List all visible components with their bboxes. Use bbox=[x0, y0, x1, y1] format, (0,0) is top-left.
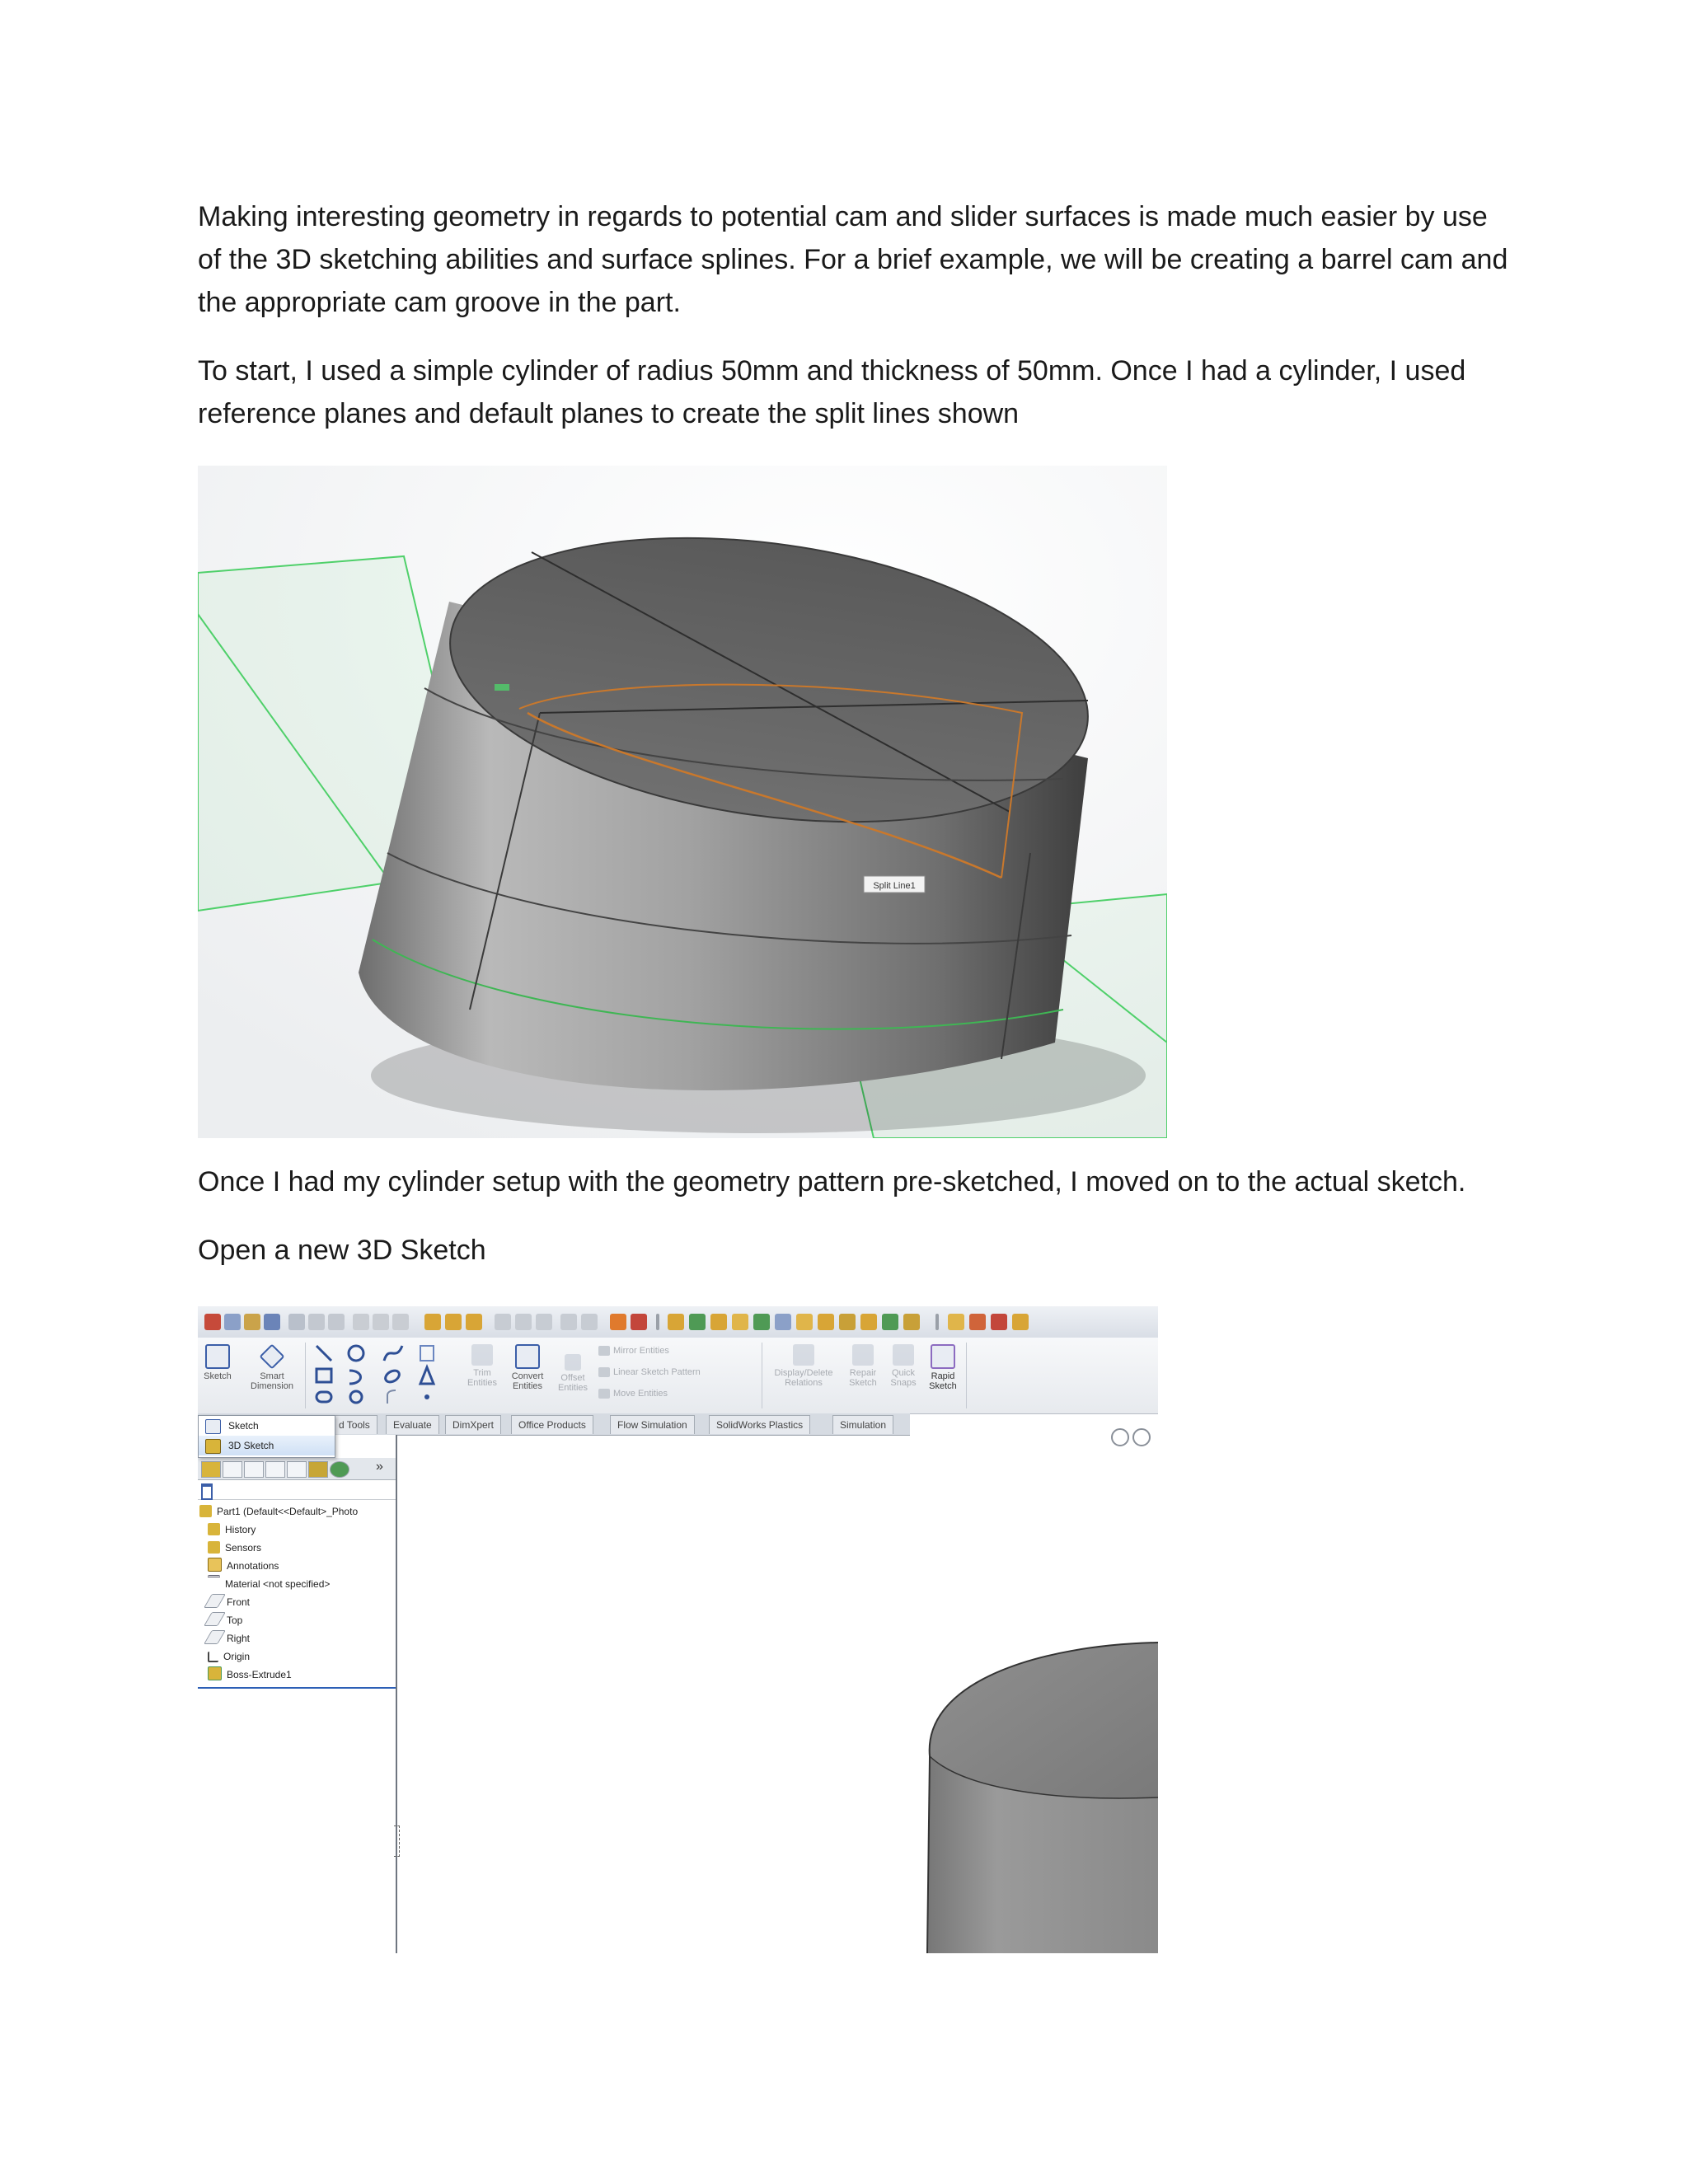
polygon-tool-icon bbox=[350, 1391, 362, 1403]
repair-icon bbox=[852, 1344, 874, 1366]
convert-label-2: Entities bbox=[512, 1381, 543, 1391]
panel-splitter-handle[interactable] bbox=[394, 1825, 400, 1857]
edit-appearance-icon[interactable] bbox=[515, 1314, 532, 1330]
solidworks-screenshot bbox=[198, 1306, 1158, 1953]
quick-snaps-label-1: Quick bbox=[891, 1368, 916, 1378]
trim-label-2: Entities bbox=[467, 1378, 498, 1388]
tree-item-material[interactable]: Material <not specified> bbox=[208, 1575, 330, 1593]
addin-tool-icon-4[interactable] bbox=[1012, 1314, 1029, 1330]
line-tool-icon bbox=[316, 1346, 331, 1361]
origin-icon bbox=[208, 1652, 218, 1662]
appearance-tab-icon[interactable] bbox=[330, 1461, 349, 1478]
tab-evaluate[interactable]: Evaluate bbox=[386, 1415, 439, 1434]
new-document-icon[interactable] bbox=[224, 1314, 241, 1330]
tree-filter-row bbox=[198, 1481, 396, 1500]
sketch-tool-icon-9[interactable] bbox=[839, 1314, 856, 1330]
sketch-paragraph: Once I had my cylinder setup with the geometry pattern pre-sketched, I moved on to the actual sketch. bbox=[198, 1166, 1466, 1197]
apply-scene-icon[interactable] bbox=[536, 1314, 552, 1330]
rapid-sketch-label-2: Sketch bbox=[929, 1381, 957, 1391]
relations-label-1: Display/Delete bbox=[774, 1368, 833, 1378]
right-plane-icon bbox=[204, 1630, 226, 1644]
sketch-tool-icon-8[interactable] bbox=[818, 1314, 834, 1330]
redo-icon[interactable] bbox=[328, 1314, 345, 1330]
filter-icon[interactable] bbox=[201, 1483, 213, 1500]
move-entities-button[interactable] bbox=[598, 1385, 668, 1402]
mirror-label: Mirror Entities bbox=[613, 1346, 669, 1356]
display-manager-tab-icon[interactable] bbox=[287, 1461, 307, 1478]
circle-tool-icon bbox=[349, 1346, 363, 1361]
offset-label-2: Entities bbox=[557, 1383, 588, 1393]
linear-pattern-label: Linear Sketch Pattern bbox=[613, 1367, 701, 1377]
sensors-icon bbox=[208, 1541, 220, 1554]
view-settings-icon[interactable] bbox=[560, 1314, 577, 1330]
addin-tool-icon-3[interactable] bbox=[991, 1314, 1007, 1330]
cylinder-top bbox=[930, 1643, 1158, 1798]
tree-item-annotations[interactable]: Annotations bbox=[208, 1557, 279, 1575]
move-icon bbox=[598, 1389, 610, 1399]
tree-item-boss-extrude[interactable]: Boss-Extrude1 bbox=[208, 1666, 292, 1684]
sketch-tool-icon-5[interactable] bbox=[753, 1314, 770, 1330]
convert-label-1: Convert bbox=[511, 1371, 544, 1381]
dropdown-item-3d-sketch[interactable]: 3D Sketch bbox=[199, 1436, 335, 1455]
sketch-entity-tools[interactable] bbox=[313, 1343, 453, 1408]
offset-label-1: Offset bbox=[560, 1373, 585, 1383]
repair-label-2: Sketch bbox=[849, 1378, 877, 1388]
linear-pattern-button[interactable] bbox=[598, 1364, 701, 1380]
boss-extrude-icon bbox=[208, 1666, 222, 1680]
3d-sketch-menu-icon bbox=[205, 1439, 221, 1454]
sketch-tool-icon-11[interactable] bbox=[882, 1314, 898, 1330]
material-icon bbox=[208, 1575, 220, 1590]
sketch-tool-icon-2[interactable] bbox=[689, 1314, 706, 1330]
tab-weld-tools[interactable]: d Tools bbox=[331, 1415, 377, 1434]
rapid-sketch-icon bbox=[931, 1344, 955, 1369]
ribbon-separator-3 bbox=[966, 1343, 967, 1408]
spline-tool-icon bbox=[384, 1346, 402, 1361]
tab-solidworks-plastics[interactable]: SolidWorks Plastics bbox=[709, 1415, 810, 1434]
open-file-icon[interactable] bbox=[244, 1314, 260, 1330]
front-plane-icon bbox=[204, 1594, 226, 1608]
sketch-tool-icon-12[interactable] bbox=[903, 1314, 920, 1330]
offset-entities-button[interactable] bbox=[552, 1351, 593, 1420]
addin-tab-icon[interactable] bbox=[308, 1461, 328, 1478]
property-manager-tab-icon[interactable] bbox=[223, 1461, 242, 1478]
history-icon bbox=[208, 1523, 220, 1535]
tab-simulation[interactable]: Simulation bbox=[832, 1415, 893, 1434]
relations-icon bbox=[793, 1344, 814, 1366]
move-label: Move Entities bbox=[613, 1389, 668, 1399]
section-view-icon[interactable] bbox=[445, 1314, 462, 1330]
panel-tabs bbox=[198, 1458, 396, 1480]
mirror-icon bbox=[598, 1346, 610, 1356]
arc-tool-icon bbox=[349, 1371, 361, 1384]
save-icon[interactable] bbox=[264, 1314, 280, 1330]
tree-item-right-plane[interactable]: Right bbox=[208, 1629, 250, 1647]
rectangle-tool-icon bbox=[316, 1369, 331, 1382]
ribbon-separator bbox=[305, 1343, 306, 1408]
annotations-icon bbox=[208, 1558, 222, 1572]
rapid-sketch-label-1: Rapid bbox=[931, 1371, 955, 1381]
orange-tool-icon[interactable] bbox=[610, 1314, 626, 1330]
linear-pattern-icon bbox=[598, 1367, 610, 1377]
red-tool-icon[interactable] bbox=[631, 1314, 647, 1330]
sketch-label: Sketch bbox=[204, 1371, 232, 1381]
smart-dimension-label-1: Smart bbox=[260, 1371, 284, 1381]
solidworks-logo-icon[interactable] bbox=[204, 1314, 221, 1330]
quick-snaps-label-2: Snaps bbox=[890, 1378, 917, 1388]
addin-tool-icon-1[interactable] bbox=[948, 1314, 964, 1330]
tab-flow-simulation[interactable]: Flow Simulation bbox=[610, 1415, 695, 1434]
cylinder-render bbox=[198, 466, 1167, 1138]
part-icon bbox=[199, 1505, 212, 1517]
open-3d-sketch-paragraph: Open a new 3D Sketch bbox=[198, 1235, 486, 1266]
intro-paragraph: Making interesting geometry in regards to potential cam and slider surfaces is made much easier by use of the 3D sketching abilities and surface splines. For a brief example, we will be creating a barrel cam and the appropriate cam groove in the part. bbox=[198, 201, 1508, 318]
dimxpert-manager-tab-icon[interactable] bbox=[265, 1461, 285, 1478]
rollback-bar[interactable] bbox=[198, 1687, 396, 1689]
print-icon[interactable] bbox=[288, 1314, 305, 1330]
quick-snaps-button[interactable] bbox=[885, 1341, 921, 1410]
tab-dimxpert[interactable]: DimXpert bbox=[445, 1415, 501, 1434]
slot-tool-icon bbox=[316, 1392, 331, 1402]
convert-entities-button[interactable] bbox=[504, 1341, 551, 1410]
command-manager-ribbon bbox=[198, 1338, 1158, 1414]
tab-office-products[interactable]: Office Products bbox=[511, 1415, 593, 1434]
trim-label-1: Trim bbox=[473, 1368, 491, 1378]
top-plane-icon bbox=[204, 1612, 226, 1626]
tree-item-history[interactable]: History bbox=[208, 1521, 256, 1539]
sketch-tool-icon-3[interactable] bbox=[710, 1314, 727, 1330]
quick-snaps-icon bbox=[893, 1344, 914, 1366]
cylinder-paragraph: To start, I used a simple cylinder of radius 50mm and thickness of 50mm. Once I had a cylinder, I used reference planes and default planes to create the split lines shown bbox=[198, 355, 1466, 429]
sketch-dropdown-menu bbox=[198, 1415, 335, 1458]
sketch-tool-icon-7[interactable] bbox=[796, 1314, 813, 1330]
feature-manager-panel bbox=[198, 1435, 397, 1953]
ellipse-tool-icon bbox=[383, 1368, 401, 1384]
sketch-icon bbox=[205, 1344, 230, 1369]
undo-icon[interactable] bbox=[308, 1314, 325, 1330]
rapid-sketch-button[interactable] bbox=[923, 1341, 963, 1410]
offset-icon bbox=[565, 1354, 581, 1371]
trim-entities-button[interactable] bbox=[462, 1341, 503, 1410]
addin-tool-icon-2[interactable] bbox=[969, 1314, 986, 1330]
sketch-tool-icon-1[interactable] bbox=[668, 1314, 684, 1330]
configuration-manager-tab-icon[interactable] bbox=[244, 1461, 264, 1478]
smart-dimension-icon bbox=[259, 1343, 284, 1369]
sketch-button[interactable] bbox=[199, 1341, 236, 1410]
options-icon[interactable] bbox=[392, 1314, 409, 1330]
trim-icon bbox=[471, 1344, 493, 1366]
point-tool-icon bbox=[424, 1394, 429, 1399]
sketch-menu-icon bbox=[205, 1419, 221, 1434]
sketch-tool-icon-6[interactable] bbox=[775, 1314, 791, 1330]
display-style-icon[interactable] bbox=[466, 1314, 482, 1330]
mirror-entities-button[interactable] bbox=[598, 1343, 669, 1359]
dropdown-item-sketch[interactable]: Sketch bbox=[199, 1416, 335, 1436]
graphics-area[interactable] bbox=[396, 1435, 1158, 1953]
smart-dimension-label-2: Dimension bbox=[251, 1381, 293, 1391]
quick-access-toolbar bbox=[198, 1306, 1158, 1338]
select-icon[interactable] bbox=[353, 1314, 369, 1330]
toolbar-sep-grip-icon bbox=[656, 1314, 659, 1330]
split-line-tooltip: Split Line1 bbox=[873, 881, 916, 891]
hide-show-icon[interactable] bbox=[495, 1314, 511, 1330]
cylinder-split-lines-figure bbox=[198, 466, 1167, 1138]
expand-panel-icon[interactable]: » bbox=[376, 1460, 383, 1474]
tree-item-front-plane[interactable]: Front bbox=[208, 1593, 250, 1611]
smart-dimension-button[interactable] bbox=[242, 1341, 302, 1410]
convert-entities-icon bbox=[515, 1344, 540, 1369]
tree-item-origin[interactable]: Origin bbox=[208, 1647, 250, 1666]
fillet-tool-icon bbox=[387, 1390, 396, 1404]
feature-manager-tab-icon[interactable] bbox=[201, 1461, 221, 1478]
display-delete-relations-button[interactable] bbox=[767, 1341, 841, 1410]
rebuild-icon[interactable] bbox=[373, 1314, 389, 1330]
sketch-tool-icon-10[interactable] bbox=[860, 1314, 877, 1330]
tree-item-top-plane[interactable]: Top bbox=[208, 1611, 242, 1629]
view-orientation-icon[interactable] bbox=[424, 1314, 441, 1330]
repair-sketch-button[interactable] bbox=[842, 1341, 884, 1410]
repair-label-1: Repair bbox=[849, 1368, 877, 1378]
tree-item-part[interactable]: Part1 (Default<<Default>_Photo bbox=[199, 1502, 358, 1521]
plane-tool-icon bbox=[420, 1346, 434, 1361]
toolbar-sep-grip-icon-2 bbox=[935, 1314, 939, 1330]
sketch-tool-icon-4[interactable] bbox=[732, 1314, 748, 1330]
zoom-fit-icon[interactable] bbox=[581, 1314, 598, 1330]
relations-label-2: Relations bbox=[785, 1378, 823, 1388]
tree-item-sensors[interactable]: Sensors bbox=[208, 1539, 261, 1557]
text-tool-icon bbox=[420, 1367, 434, 1384]
